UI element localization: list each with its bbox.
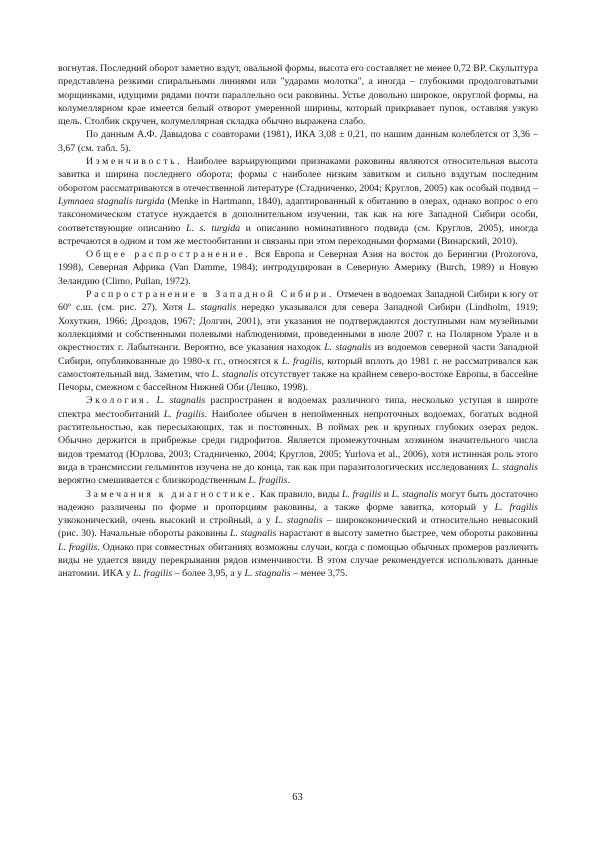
species-name: L. fragilis: [281, 355, 322, 367]
section-heading-distribution: Общее распространение.: [86, 249, 251, 261]
paragraph-shell-description: [58, 62, 538, 128]
text: По данным А.Ф. Давыдова с соавторами (1981), ИКА 3,08 ± 0,21, по нашим данным колеблется от 3,36 – 3,67 (см. табл. 5).: [58, 129, 538, 154]
paragraph-diagnostics: [58, 488, 538, 581]
section-heading-west-siberia: Распространение в Западной Сибири.: [86, 289, 334, 301]
text: – менее 3,75.: [290, 568, 348, 580]
species-name: L. fragilis: [341, 488, 382, 500]
text: Отмечен в водоемах Западной Сибири к югу от 60º с.ш. (см. рис. 27). Хотя: [58, 289, 538, 314]
text: . Однако при совместных обитаниях возможны случаи, когда с помощью обычных промеров различить виды не удается ввиду перекрывания рядов изменчивости. В этом случае рекомендуется использовать данные анатомии. ИКА у: [58, 541, 538, 580]
section-heading-diagnostics: Замечания к диагностике.: [86, 488, 258, 500]
paragraph-variability: [58, 155, 538, 248]
species-name: L. stagnalis: [156, 395, 206, 407]
species-name: L. fragilis: [494, 501, 538, 513]
text: . Наиболее обычен в непойменных непроточных водоемах, богатых водной растительностью, как пересыхающих, так и постоянных. В поймах рек и крупных глубоких озерах редок. Обычно держится в прибрежье среди гидрофитов. Является промежуточным хозяином значительного числа видов трематод (Юрлова, 2003; Стадниченко, 2004; Круглов, 2005; Yurlova et al., 2006), хотя истинная роль этого вида в трансмиссии гельминтов изучена не до конца, так как при паразитологических исследованиях: [58, 408, 539, 473]
text: – более 3,95, а у: [172, 568, 245, 580]
species-name: Lymnaea stagnalis turgida: [58, 195, 165, 207]
text: узкоконический, очень высокий и стройный, а у: [58, 515, 275, 527]
species-name: L. fragilis: [133, 568, 173, 580]
species-name: L. stagnalis: [391, 488, 438, 500]
paragraph-west-siberia: [58, 288, 538, 394]
paragraph-ecology: [58, 394, 538, 487]
text: (Menke in Hartmann, 1840), адаптированный к обитанию в озерах, однако вопрос о его таксономическом статусе нуждается в дополнительном изучении, так как на юге Западной Сибири особи, соответствующие описанию: [58, 195, 538, 234]
species-name: L. stagnalis: [244, 568, 291, 580]
species-name: L. fragilis: [163, 408, 205, 420]
text: Вся Европа и Северная Азия на восток до Берингии (Prozorova, 1998), Северная Африка (Van Damme, 1984); интродуцирован в Северную Америку (Burch, 1989) и Новую Зеландию (Climo, Pullan, 1972).: [58, 249, 538, 287]
text: , который вплоть до 1981 г. не рассматривался как самостоятельный вид. Заметим, что: [58, 355, 538, 380]
species-name: L. stagnalis: [187, 302, 237, 314]
section-heading-ecology: Экология.: [86, 395, 152, 407]
text: отсутствует также на крайнем северо-востоке Европы, в бассейне Печоры, смежном с бассейном Нижней Оби (Лешко, 1998).: [58, 368, 538, 394]
text: – ширококонический и относительно невысокий (рис. 30). Начальные обороты раковины: [58, 515, 538, 540]
text: Наиболее варьирующими признаками раковины являются относительная высота завитка и ширина последнего оборота; формы с наиболее низким завитком и сильно вздутым последним оборотом рассматриваются в отечественной литературе (Стадниченко, 2004; Круглов, 2005) как особый подвид –: [58, 156, 538, 194]
text: могут быть достаточно надежно различены по форме и пропорциям раковины, а также форме завитка, который у: [58, 488, 538, 513]
text: нередко указывался для севера Западной Сибири (Lindholm, 1919; Хохуткин, 1966; Дроздов, 1967; Долгин, 2001), эти указания не подтверждаются доступными нам музейными коллекциями и собственными полевыми наблюдениями, проведенными в июле 2007 г. на Полярном Урале и в окрестностях г. Лабытнанги. Вероятно, все указания находок: [58, 302, 539, 354]
text: Как правило, виды: [257, 488, 342, 500]
document-page: [58, 62, 538, 581]
section-heading-variability: Изменчивость.: [86, 156, 183, 168]
text: нарастают в высоту заметно быстрее, чем обороты раковины: [276, 528, 538, 540]
species-name: L. stagnalis: [229, 528, 277, 540]
species-name: L. stagnalis: [211, 368, 258, 380]
paragraph-ika-data: [58, 128, 538, 155]
species-name: L. stagnalis: [274, 515, 323, 527]
text: вогнутая. Последний оборот заметно вздут, овальной формы, высота его составляет не менее 0,72 ВР. Скульптура представлена резкими спиральными линиями или "ударами молотка", а иногда – глубокими продолговатыми морщинками, идущими рядами почти параллельно оси раковины. Устье довольно широкое, округлой формы, на колумеллярном крае имеется белый отворот умеренной ширины, который прикрывает пупок, оставляя узкую щель. Столбик скручен, колумеллярная складка обычно выражена слабо.: [58, 63, 538, 128]
paragraph-general-distribution: [58, 248, 538, 288]
text: и: [381, 488, 392, 500]
page-number: 63: [292, 792, 303, 803]
species-name: L. stagnalis: [324, 342, 372, 354]
species-name: L. stagnalis: [491, 461, 538, 473]
text: вероятно смешивается с близкородственным: [58, 475, 249, 487]
text: из водоемов северной части Западной Сибири, опубликованные до 1980-х гг., относятся к: [58, 342, 538, 367]
text: .: [287, 475, 290, 487]
text: распространен в водоемах различного типа, несколько уступая в широте спектра местообитаний: [58, 395, 538, 420]
text: и описанию номинативного подвида (см. Круглов, 2005), иногда встречаются в одном и том же местообитании и связаны при этом переходными формами (Винарский, 2010).: [58, 222, 538, 247]
species-name: L. s. turgida: [185, 222, 241, 234]
species-name: L. fragilis: [248, 475, 288, 487]
species-name: L. fragilis: [58, 541, 98, 553]
